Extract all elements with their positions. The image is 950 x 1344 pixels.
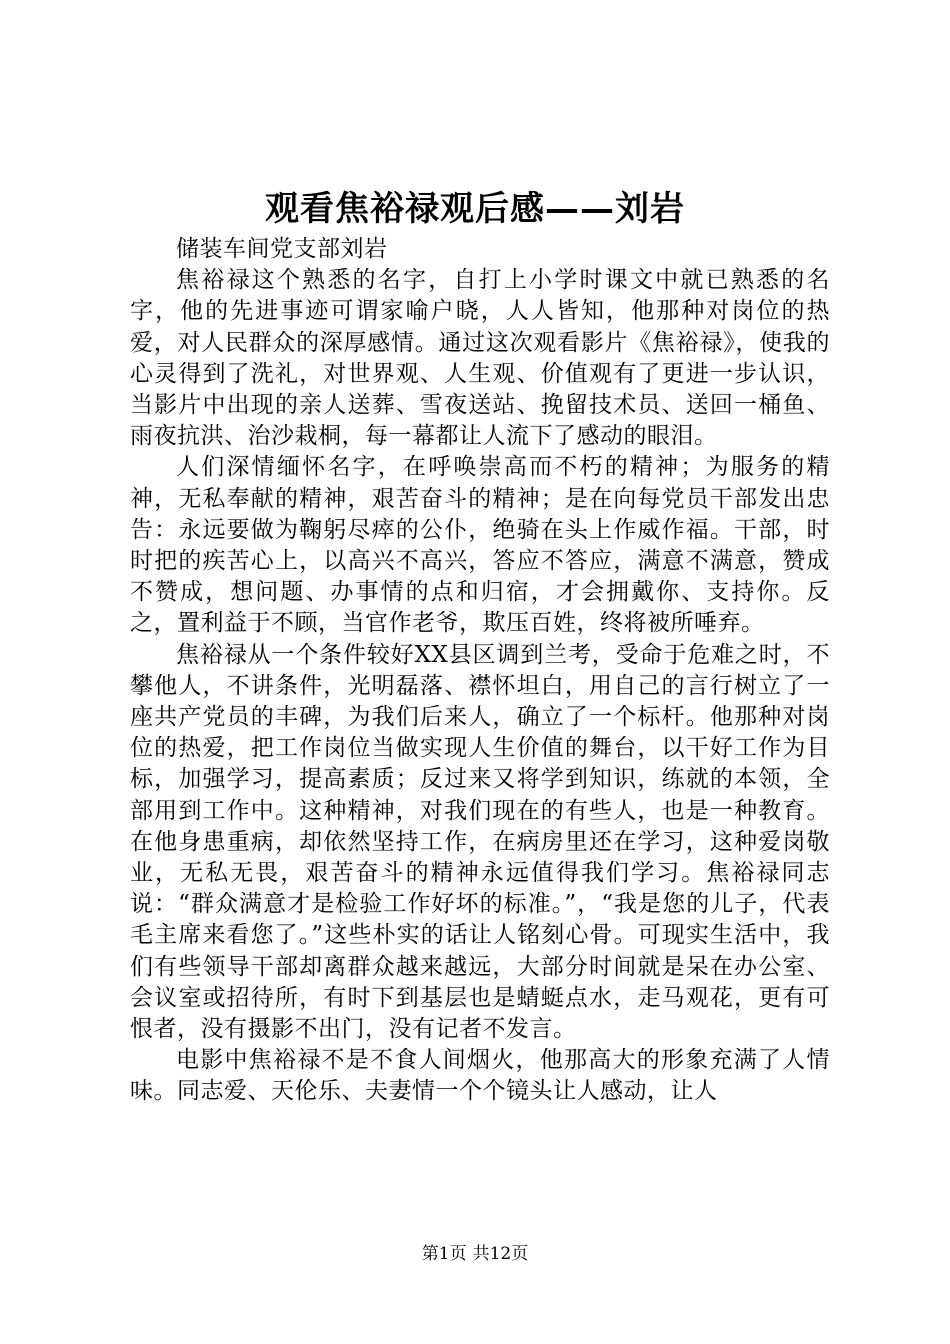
byline: 储装车间党支部刘岩 [176,236,388,262]
paragraph-2: 人们深情缅怀名字，在呼唤崇高而不朽的精神；为服务的精神，无私奉献的精神，艰苦奋斗的精神；是在向每党员干部发出忠告：永远要做为鞠躬尽瘁的公仆，绝骑在头上作威作福。干部，时时把的疾苦心上，以高兴不高兴，答应不答应，满意不满意，赞成不赞成，想问题、办事情的点和归宿，才会拥戴你、支持你。反之，置利益于不顾，当官作老爷，欺压百姓，终将被所唾弃。 [130,454,830,637]
page-number: 第1页 [421,1244,467,1264]
paragraph-1: 焦裕禄这个熟悉的名字，自打上小学时课文中就已熟悉的名字，他的先进事迹可谓家喻户晓，人人皆知，他那种对岗位的热爱，对人民群众的深厚感情。通过这次观看影片《焦裕禄》，使我的心灵得到了洗礼，对世界观、人生观、价值观有了更进一步认识，当影片中出现的亲人送葬、雪夜送站、挽留技术员、送回一桶鱼、雨夜抗洪、治沙栽桐，每一幕都让人流下了感动的眼泪。 [130,267,830,450]
document-title: 观看焦裕禄观后感——刘岩 [265,189,685,229]
paragraph-3: 焦裕禄从一个条件较好XX县区调到兰考，受命于危难之时，不攀他人，不讲条件，光明磊落、襟怀坦白，用自己的言行树立了一座共产党员的丰碑，为我们后来人，确立了一个标杆。他那种对岗位的热爱，把工作岗位当做实现人生价值的舞台，以干好工作为目标，加强学习，提高素质；反过来又将学到知识，练就的本领，全部用到工作中。这种精神，对我们现在的有些人，也是一种教育。在他身患重病，却依然坚持工作，在病房里还在学习，这种爱岗敬业，无私无畏，艰苦奋斗的精神永远值得我们学习。焦裕禄同志说：“群众满意才是检验工作好坏的标准。”，“我是您的儿子，代表毛主席来看您了。”这些朴实的话让人铭刻心骨。可现实生活中，我们有些领导干部却离群众越来越远，大部分时间就是呆在办公室、会议室或招待所，有时下到基层也是蜻蜓点水，走马观花，更有可恨者，没有摄影不出门，没有记者不发言。 [130,641,830,1043]
page-total: 共12页 [472,1244,529,1264]
document-body [130,234,830,1108]
paragraph-4: 电影中焦裕禄不是不食人间烟火，他那高大的形象充满了人情味。同志爱、天伦乐、夫妻情一个个镜头让人感动，让人 [130,1047,830,1105]
page-footer [0,1242,950,1266]
